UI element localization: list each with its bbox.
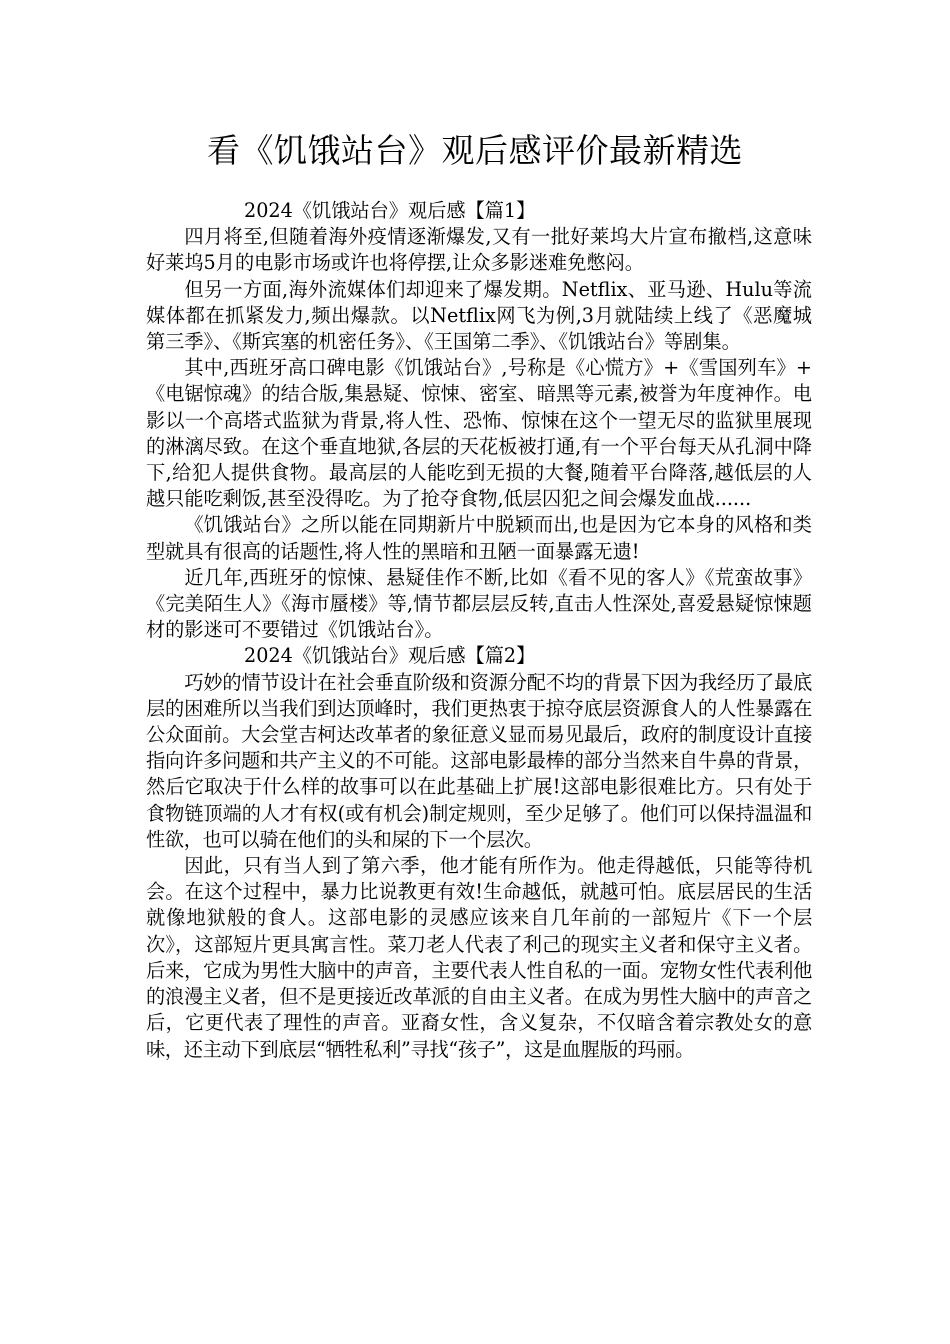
paragraph: 巧妙的情节设计在社会垂直阶级和资源分配不均的背景下因为我经历了最底层的困难所以当我们到达顶峰时，我们更热衷于掠夺底层资源食人的人性暴露在公众面前。大会堂吉柯达改革者的象征意义显而易见最后，政府的制度设计直接指向许多问题和共产主义的不可能。这部电影最棒的部分当然来自牛鼻的背景，然后它取决于什么样的故事可以在此基础上扩展!这部电影很难比方。只有处于食物链顶端的人才有权(或有机会)制定规则，至少足够了。他们可以保持温温和性欲，也可以骑在他们的头和屎的下一个层次。 <box>146 670 812 851</box>
document-body <box>146 198 812 1063</box>
document-title: 看《饥饿站台》观后感评价最新精选 <box>207 131 743 170</box>
section-heading-2: 2024《饥饿站台》观后感【篇2】 <box>244 644 536 668</box>
paragraph: 因此，只有当人到了第六季，他才能有所作为。他走得越低，只能等待机会。在这个过程中，暴力比说教更有效!生命越低，就越可怕。底层居民的生活就像地狱般的食人。这部电影的灵感应该来自几年前的一部短片《下一个层次》，这部短片更具寓言性。菜刀老人代表了利己的现实主义者和保守主义者。后来，它成为男性大脑中的声音，主要代表人性自私的一面。宠物女性代表利他的浪漫主义者，但不是更接近改革派的自由主义者。在成为男性大脑中的声音之后，它更代表了理性的声音。亚裔女性，含义复杂，不仅暗含着宗教处女的意味，还主动下到底层“牺牲私利”寻找“孩子”，这是血腥版的玛丽。 <box>146 854 812 1061</box>
section-heading-1: 2024《饥饿站台》观后感【篇1】 <box>244 199 536 222</box>
paragraph: 其中,西班牙高口碑电影《饥饿站台》,号称是《心慌方》+《雪国列车》+《电锯惊魂》的结合版,集悬疑、惊悚、密室、暗黑等元素,被誉为年度神作。电影以一个高塔式监狱为背景,将人性、恐怖、惊悚在这个一望无尽的监狱里展现的淋漓尽致。在这个垂直地狱,各层的天花板被打通,有一个平台每天从孔洞中降下,给犯人提供食物。最高层的人能吃到无损的大餐,随着平台降落,越低层的人越只能吃剩饭,甚至没得吃。为了抢夺食物,低层囚犯之间会爆发血战...... <box>146 356 812 511</box>
paragraph: 近几年,西班牙的惊悚、悬疑佳作不断,比如《看不见的客人》《荒蛮故事》《完美陌生人》《海市蜃楼》等,情节都层层反转,直击人性深处,喜爱悬疑惊悚题材的影迷可不要错过《饥饿站台》。 <box>146 565 812 642</box>
paragraph: 但另一方面,海外流媒体们却迎来了爆发期。Netflix、亚马逊、Hulu等流媒体都在抓紧发力,频出爆款。以Netflix网飞为例,3月就陆续上线了《恶魔城 第三季》、《斯宾塞的机密任务》、《王国第二季》、《饥饿站台》等剧集。 <box>146 277 812 354</box>
paragraph: 《饥饿站台》之所以能在同期新片中脱颖而出,也是因为它本身的风格和类型就具有很高的话题性,将人性的黑暗和丑陋一面暴露无遗! <box>146 513 812 563</box>
paragraph: 四月将至,但随着海外疫情逐渐爆发,又有一批好莱坞大片宣布撤档,这意味好莱坞5月的电影市场或许也将停摆,让众多影迷难免憋闷。 <box>146 225 812 275</box>
